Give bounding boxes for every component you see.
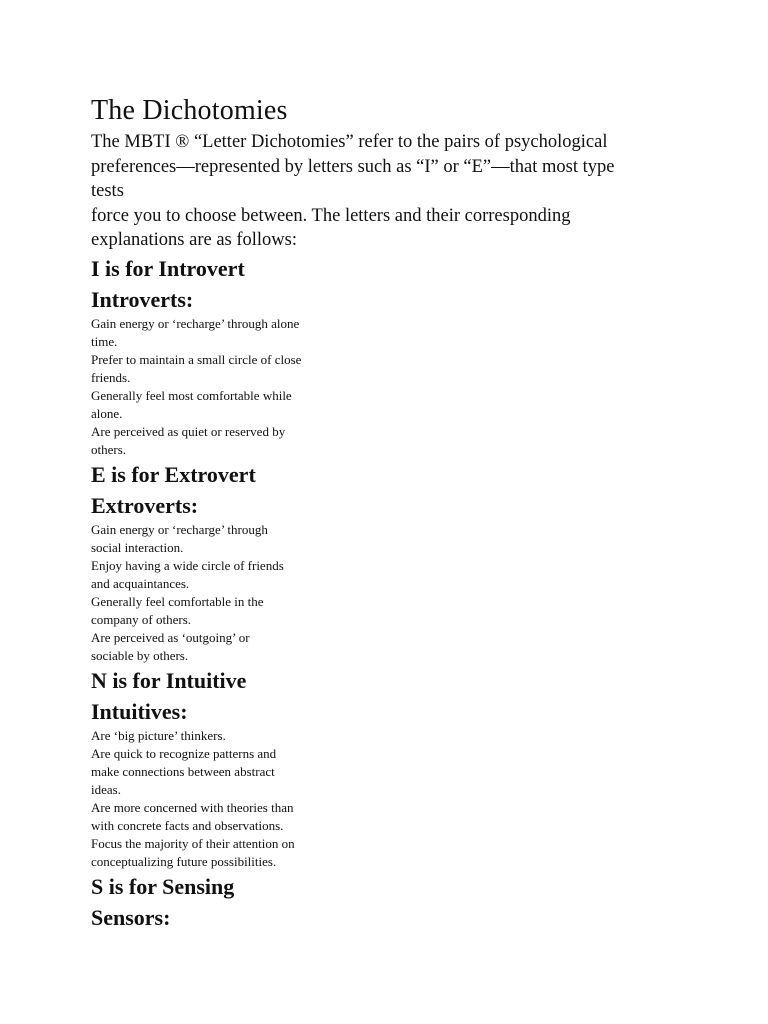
group-heading: Introverts: xyxy=(91,286,194,312)
list-item xyxy=(91,521,331,557)
intro-line: preferences—represented by letters such as “I” or “E”—that most type xyxy=(91,156,615,177)
list-item xyxy=(91,835,331,871)
intro-line: tests xyxy=(91,181,124,201)
group-heading: Intuitives: xyxy=(91,698,188,724)
intro-line: force you to choose between. The letters and their corresponding xyxy=(91,205,571,226)
document-page xyxy=(91,92,691,933)
item-line: Are ‘big picture’ thinkers. xyxy=(91,727,226,743)
section-heading: S is for Sensing xyxy=(91,873,235,899)
section-heading: I is for Introvert xyxy=(91,255,245,281)
list-item xyxy=(91,557,331,593)
item-line: Enjoy having a wide circle of friends xyxy=(91,557,284,573)
intro-line: explanations are as follows: xyxy=(91,230,298,250)
section-extrovert xyxy=(91,459,691,665)
list-item xyxy=(91,387,331,423)
list-item xyxy=(91,799,331,835)
item-line: Focus the majority of their attention on xyxy=(91,835,295,851)
list-item xyxy=(91,745,331,799)
section-sensing xyxy=(91,871,691,933)
list-item xyxy=(91,315,331,351)
intro-paragraph xyxy=(91,130,691,253)
item-line: sociable by others. xyxy=(91,647,189,663)
page-title: The Dichotomies xyxy=(91,95,288,126)
list-item xyxy=(91,423,331,459)
item-line: with concrete facts and observations. xyxy=(91,817,284,833)
item-line: and acquaintances. xyxy=(91,575,190,591)
group-heading: Sensors: xyxy=(91,904,171,930)
item-line: ideas. xyxy=(91,781,121,797)
section-introvert xyxy=(91,253,691,459)
section-heading: E is for Extrovert xyxy=(91,461,256,487)
item-line: others. xyxy=(91,441,127,457)
item-list xyxy=(91,727,691,871)
item-line: company of others. xyxy=(91,611,192,627)
item-list xyxy=(91,521,691,665)
list-item xyxy=(91,351,331,387)
item-line: alone. xyxy=(91,405,123,421)
item-line: Are perceived as ‘outgoing’ or xyxy=(91,629,250,645)
list-item xyxy=(91,727,331,745)
intro-line: The MBTI ® “Letter Dichotomies” refer to the pairs of psychological xyxy=(91,132,608,152)
section-heading: N is for Intuitive xyxy=(91,667,247,693)
item-line: conceptualizing future possibilities. xyxy=(91,853,277,869)
section-intuitive xyxy=(91,665,691,871)
item-line: make connections between abstract xyxy=(91,763,275,779)
item-line: friends. xyxy=(91,369,131,385)
item-line: Generally feel most comfortable while xyxy=(91,387,292,403)
item-line: Gain energy or ‘recharge’ through xyxy=(91,521,268,537)
item-line: Gain energy or ‘recharge’ through alone xyxy=(91,315,300,331)
item-line: Are perceived as quiet or reserved by xyxy=(91,423,286,439)
item-line: Generally feel comfortable in the xyxy=(91,593,264,609)
item-line: Are more concerned with theories than xyxy=(91,799,294,815)
item-line: Are quick to recognize patterns and xyxy=(91,745,277,761)
item-line: time. xyxy=(91,333,118,349)
list-item xyxy=(91,593,331,629)
list-item xyxy=(91,629,331,665)
item-list xyxy=(91,315,691,459)
item-line: Prefer to maintain a small circle of close xyxy=(91,351,302,367)
item-line: social interaction. xyxy=(91,539,184,555)
group-heading: Extroverts: xyxy=(91,492,199,518)
